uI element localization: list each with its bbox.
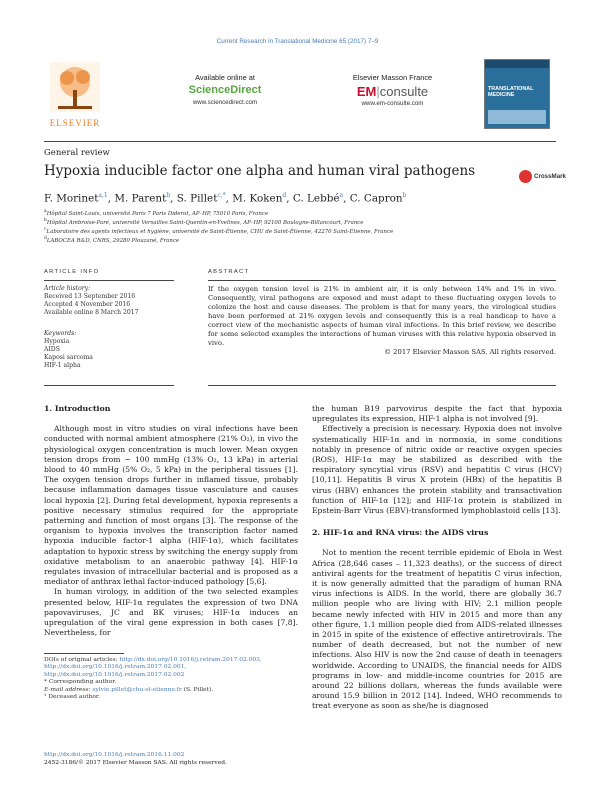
keywords-label: Keywords: <box>44 330 77 337</box>
email-owner: (S. Pillet). <box>183 686 214 693</box>
affiliation-text: LABOCEA R&D, CNRS, 29280 Plouzané, France <box>46 237 180 244</box>
original-dois <box>44 657 298 679</box>
author-name[interactable]: M. Koken <box>232 192 283 205</box>
article-doi-link[interactable]: http://dx.doi.org/10.1016/j.retram.2016.11.002 <box>44 752 185 758</box>
em-consulte-logo[interactable] <box>330 84 455 99</box>
author-affiliation-marker[interactable]: b <box>402 192 407 199</box>
author-name[interactable]: C. Capron <box>349 192 403 205</box>
cover-title: TRANSLATIONAL MEDICINE <box>488 86 534 99</box>
history-online: Available online 8 March 2017 <box>44 309 139 316</box>
em-logo-divider: | <box>376 84 380 99</box>
article-type: General review <box>44 148 110 158</box>
article-info-heading: ARTICLE INFO <box>44 269 100 275</box>
affiliation-marker: d <box>44 236 47 241</box>
crossmark-button[interactable] <box>519 170 566 186</box>
keyword: AIDS <box>44 346 60 353</box>
footnote-rule <box>44 653 124 654</box>
crossmark-label: CrossMark <box>534 173 566 180</box>
cover-illustration <box>488 110 546 124</box>
left-column <box>44 404 298 638</box>
affiliation-text: Laboratoire des agents infectieux et hygiène, université de Saint-Étienne, CHU de Saint-Étienne, 42270 Saint-Étienne, France <box>46 228 394 235</box>
elsevier-masson-label: Elsevier Masson France <box>352 73 433 82</box>
intro-paragraph-1: Although most in vitro studies on viral infections have been conducted with normal ambient atmosphere (21% O₂), in vivo the physiological oxygen concentration is much lower. Mean oxygen tension drops from ~ 100 mmHg (13% O₂, 13 kPa) in arterial blood to 40 mmHg (5% O₂, 5 kPa) in the peripheral tissues [1]. The oxygen tension drops further in inflamed tissue, probably because inflammation damages tissue vasculature and causes local hypoxia [2]. During fetal development, hypoxia represents a positive necessary stimulus required for the appropriate patterning and function of most organs [3]. The response of the organism to hypoxia involves the transcription factor named hypoxia inducible factor-1 alpha (HIF-1α), which facilitates adaptation to hypoxic stress by switching the energy supply from oxidative metabolism to an anaerobic pathway [4]. HIF-1α regulates invasion of intracellular bacterial and is proposed as a mediator of anthrax lethal factor-induced pathology [5,6]. <box>44 424 298 587</box>
journal-cover-image[interactable] <box>484 59 550 129</box>
right-column <box>312 404 562 712</box>
aids-paragraph: Not to mention the recent terrible epidemic of Ebola in West Africa (28,646 cases – 11,323 deaths), or the success of direct antiviral agents for the treatment of hepatitis C virus infection, it is now generally admitted that the paradigm of human RNA virus infections is AIDS. In the world, there are globally 36.7 million people who are living with HIV; 2.1 million people became newly infected with HIV in 2015 and more than any other figure, 1.1 million people died from AIDS-related illnesses in 2015 in spite of the existence of effective antiretrovirals. The number of death decreased, but not the number of new infections. Also HIV is now the 2nd cause of death in teenagers worldwide. According to UNAIDS, the financial needs for AIDS programs in low- and middle-income countries for 2015 are around 22 billions dollars, whereas the funds available were around 15.9 billion in 2012 [14]. Indeed, WHO recommends to treat everyone as soon as she/he is diagnosed <box>312 548 562 711</box>
author-name[interactable]: M. Parent <box>114 192 167 205</box>
sciencedirect-block <box>170 73 280 106</box>
hif-precision-paragraph: Effectively a precision is necessary. Hypoxia does not involve systematically HIF-1α and in normoxia, in some conditions notably in presence of nitric oxide or reactive oxygen species (ROS), HIF-1α may be stabilized as described with the respiratory syncytial virus (RSV) and hepatitis C virus (HCV) [10,11]. Hepatitis B virus X protein (HBx) of the hepatitis B virus (HBV) enhances the protein stability and transactivation function of HIF-1α [12]; and HIF-1α protein is stabilized in Epstein-Barr Virus (EBV)-transformed lymphoblastoid cells [13]. <box>312 424 562 516</box>
affiliation-marker: b <box>44 218 47 223</box>
author-affiliation-marker[interactable]: b <box>166 192 171 199</box>
author-list: F. Morinet$^{a,1}$, M. Parent$^b$, S. Pillet$^{c,*}$, M. Koken$^d$, C. Lebbé$^a$, C. Capron$^b$ <box>44 192 407 205</box>
deceased-note: ¹ Deceased author. <box>44 694 100 701</box>
abstract-body <box>208 285 556 357</box>
history-accepted: Accepted 4 November 2016 <box>44 301 131 308</box>
keyword: Kaposi sarcoma <box>44 354 93 361</box>
author-affiliation-marker[interactable]: c,* <box>217 192 226 199</box>
email-label: E-mail address: <box>44 686 91 693</box>
issn-copyright: 2452-3186/© 2017 Elsevier Masson SAS. All rights reserved. <box>44 759 227 766</box>
available-online-label: Available online at <box>195 73 255 82</box>
author-name[interactable]: S. Pillet <box>176 192 218 205</box>
author-affiliation-marker[interactable]: a <box>339 192 344 199</box>
keywords <box>44 330 174 370</box>
crossmark-icon <box>519 170 532 183</box>
affiliation-text: Hôpital Saint-Louis, université Paris 7 Paris Diderot, AP–HP, 75010 Paris, France <box>46 210 269 217</box>
journal-citation[interactable]: Current Research in Translational Medicine 65 (2017) 7–9 <box>216 38 379 45</box>
elsevier-tree-icon <box>50 62 100 112</box>
sciencedirect-url[interactable]: www.sciencedirect.com <box>192 99 258 106</box>
em-consulte-url[interactable]: www.em-consulte.com <box>361 100 424 107</box>
affiliation-marker: c <box>44 227 47 232</box>
keyword: HIF-1 alpha <box>44 362 81 369</box>
affiliation <box>44 218 364 226</box>
affiliation <box>44 236 179 244</box>
keyword: Hypoxia <box>44 338 70 345</box>
abstract-bottom-rule <box>208 385 556 386</box>
cover-stripe <box>485 60 549 68</box>
intro-paragraph-2: In human virology, in addition of the two selected examples presented below, HIF-1α regulates the expression of two DNA papovaviruses, JC and BK viruses; HIF-1α induces an upregulation of the viral gene expression in both cases [7,8]. Nevertheless, for <box>44 587 298 638</box>
abstract-heading: ABSTRACT <box>208 269 250 275</box>
abstract-rule <box>208 280 556 281</box>
footnotes <box>44 657 298 701</box>
header-divider <box>44 141 556 142</box>
em-consulte-block <box>330 73 455 107</box>
article-history-label: Article history: <box>44 285 91 292</box>
dois-label: DOIs of original articles: <box>44 657 118 663</box>
author-name[interactable]: C. Lebbé <box>292 192 340 205</box>
paragraph-continuation: the human B19 parvovirus despite the fact that hypoxia upregulates its expression, HIF-1 alpha is not involved [9]. <box>312 404 562 424</box>
copyright-notice: © 2017 Elsevier Masson SAS. All rights reserved. <box>384 348 556 356</box>
author-name[interactable]: F. Morinet <box>44 192 99 205</box>
section-heading-introduction: 1. Introduction <box>44 404 111 413</box>
elsevier-logo <box>44 62 106 128</box>
bottom-doi-block <box>44 752 227 767</box>
affiliation <box>44 227 393 235</box>
history-received: Received 13 September 2016 <box>44 293 136 300</box>
sciencedirect-logo[interactable]: ScienceDirect <box>188 84 262 96</box>
article-info-rule <box>44 280 174 281</box>
email-line <box>44 687 298 694</box>
section-heading-aids: 2. HIF-1α and RNA virus: the AIDS virus <box>312 528 489 538</box>
elsevier-wordmark: ELSEVIER <box>49 118 101 128</box>
corresponding-author-note: * Corresponding author. <box>44 679 117 686</box>
affiliation <box>44 209 268 217</box>
article-history <box>44 285 174 317</box>
affiliation-marker: a <box>44 209 47 214</box>
author-affiliation-marker[interactable]: d <box>282 192 287 199</box>
article-title: Hypoxia inducible factor one alpha and human viral pathogens <box>44 163 476 179</box>
article-info-bottom-rule <box>44 385 174 386</box>
email-link[interactable]: sylvie.pillet@chu-st-etienne.fr <box>92 686 182 693</box>
author-affiliation-marker[interactable]: a,1 <box>98 192 108 199</box>
consulte-logo-part: consulte <box>379 84 429 99</box>
affiliation-text: Hôpital Ambroise-Paré, université Versailles Saint-Quentin-en-Yvelines, AP–HP, 92100 Boulogne-Billancourt, France <box>46 219 364 226</box>
abstract-text: If the oxygen tension level is 21% in ambient air, it is only between 14% and 1% in vivo. Consequently, viral pathogens are exposed and must adapt to these fluctuating oxygen levels to colonize the host and cause diseases. The problem is that for many years, the virological studies have been performed at 21% oxygen levels and consequently this is a real handicap to have a correct view of the mechanistic aspects of human viral infections. In this brief review, we describe for some selected examples the interactions of human viruses with this relative hypoxia observed in vivo. <box>208 285 556 347</box>
em-logo-part: EM <box>356 84 377 99</box>
doi-links[interactable]: http://dx.doi.org/10.1016/j.retram.2017.02.003, http://dx.doi.org/10.1016/j.retram.2017.02.001, http://dx.doi.org/10.1016/j.retram.2017.02.002 <box>44 657 262 678</box>
